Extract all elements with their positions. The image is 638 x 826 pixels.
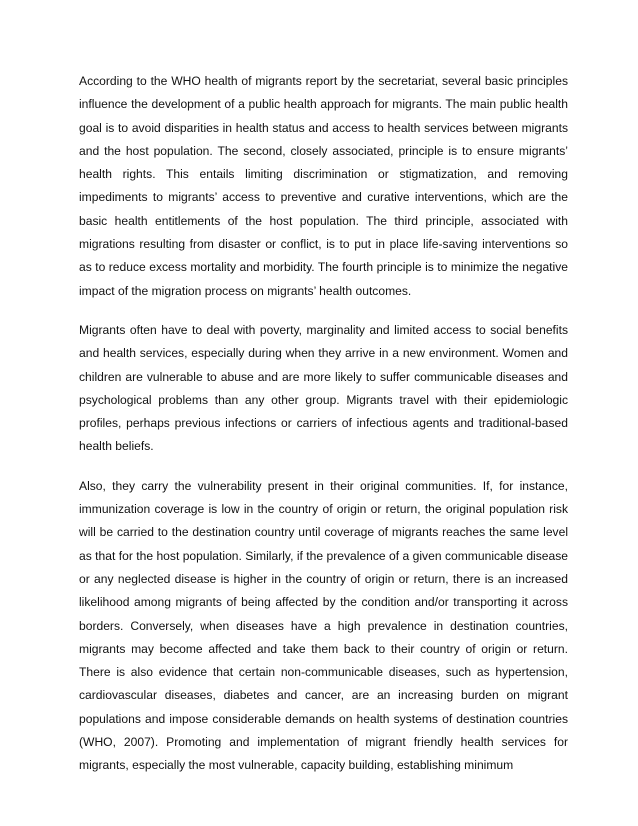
- paragraph-vulnerability: Also, they carry the vulnerability present in their original communities. If, for instance, immunization coverage is low in the country of origin or return, the original population risk will be carried to the destination country until coverage of migrants reaches the same level as that for the host population. Similarly, if the prevalence of a given communicable disease or any neglected disease is higher in the country of origin or return, there is an increased likelihood among migrants of being affected by the condition and/or transporting it across borders. Conversely, when diseases have a high prevalence in destination countries, migrants may become affected and take them back to their country of origin or return. There is also evidence that certain non-communicable diseases, such as hypertension, cardiovascular diseases, diabetes and cancer, are an increasing burden on migrant populations and impose considerable demands on health systems of destination countries (WHO, 2007). Promoting and implementation of migrant friendly health services for migrants, especially the most vulnerable, capacity building, establishing minimum: [79, 478, 568, 773]
- paragraph-migrant-challenges: Migrants often have to deal with poverty, marginality and limited access to social benefits and health services, especially during when they arrive in a new environment. Women and children are vulnerable to abuse and are more likely to suffer communicable diseases and psychological problems than any other group. Migrants travel with their epidemiologic profiles, perhaps previous infections or carriers of infectious agents and traditional-based health beliefs.: [79, 322, 568, 454]
- document-body: [79, 70, 568, 794]
- paragraph-who-principles: According to the WHO health of migrants report by the secretariat, several basic principles influence the development of a public health approach for migrants. The main public health goal is to avoid disparities in health status and access to health services between migrants and the host population. The second, closely associated, principle is to ensure migrants’ health rights. This entails limiting discrimination or stigmatization, and removing impediments to migrants’ access to preventive and curative interventions, which are the basic health entitlements of the host population. The third principle, associated with migrations resulting from disaster or conflict, is to put in place life-saving interventions so as to reduce excess mortality and morbidity. The fourth principle is to minimize the negative impact of the migration process on migrants’ health outcomes.: [79, 74, 568, 298]
